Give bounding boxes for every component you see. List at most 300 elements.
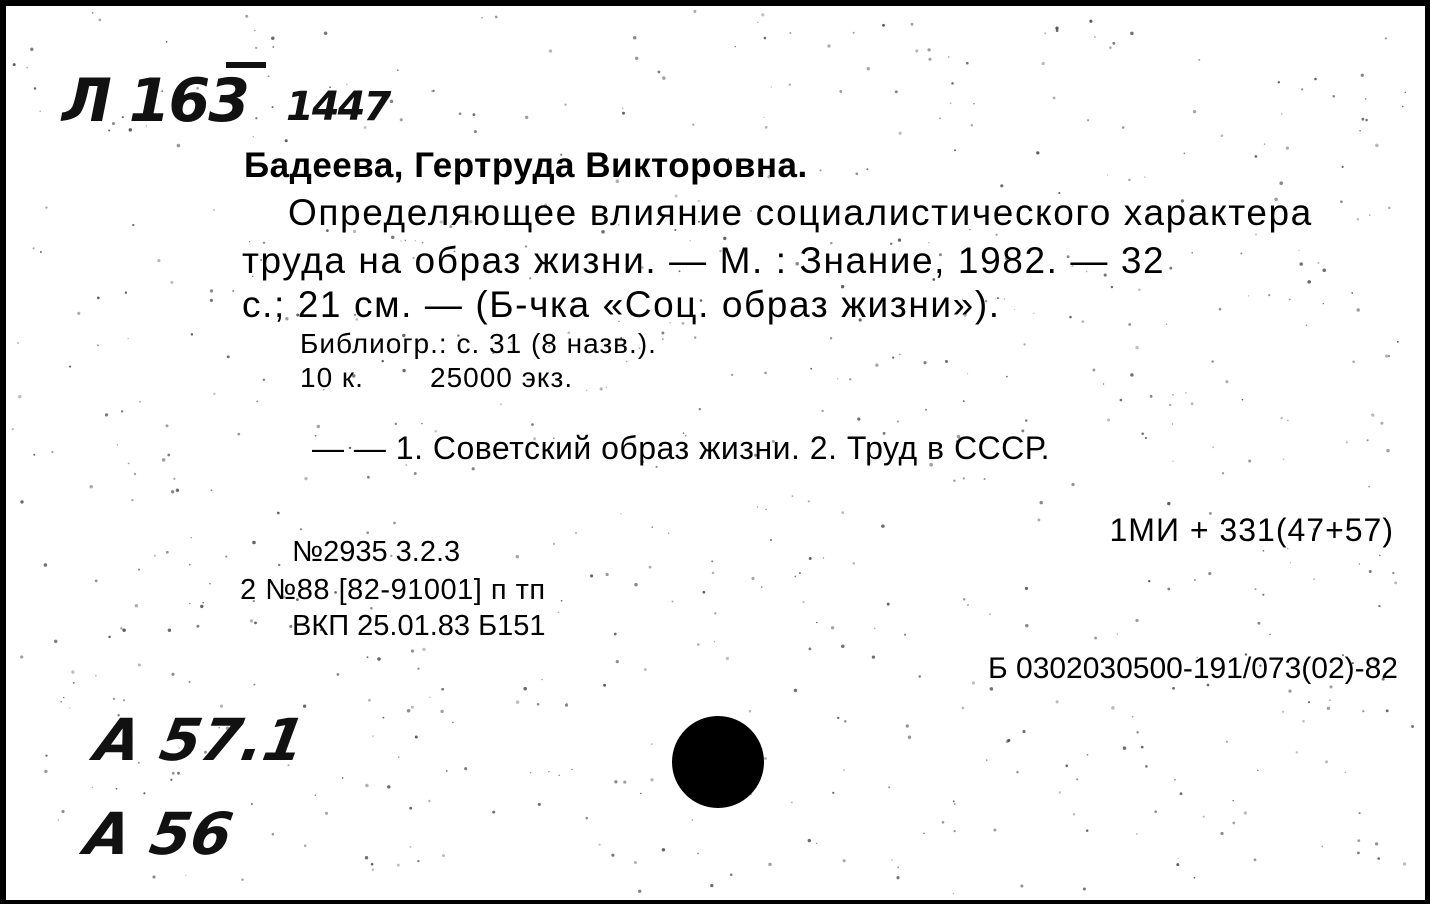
speckle xyxy=(622,112,625,115)
speckle xyxy=(200,605,203,608)
speckle xyxy=(421,423,423,425)
speckle xyxy=(575,532,577,534)
speckle xyxy=(464,767,467,770)
speckle xyxy=(558,612,559,613)
speckle xyxy=(73,682,75,684)
speckle xyxy=(500,403,502,405)
speckle xyxy=(1208,572,1211,575)
speckle xyxy=(830,337,832,339)
speckle xyxy=(191,333,193,335)
speckle xyxy=(120,627,123,630)
speckle xyxy=(525,116,528,119)
subject-headings: — — 1. Советский образ жизни. 2. Труд в СССР. xyxy=(312,430,1050,466)
speckle xyxy=(1212,446,1214,448)
speckle xyxy=(1136,731,1138,733)
speckle xyxy=(20,500,23,503)
speckle xyxy=(1211,360,1213,362)
speckle xyxy=(633,36,637,40)
speckle xyxy=(117,444,118,445)
speckle xyxy=(135,604,138,607)
speckle xyxy=(911,23,914,26)
speckle xyxy=(650,778,653,781)
speckle xyxy=(832,792,834,794)
speckle xyxy=(831,626,834,629)
speckle xyxy=(252,541,256,545)
speckle xyxy=(1317,262,1319,264)
speckle xyxy=(972,681,975,684)
speckle xyxy=(816,622,817,623)
speckle xyxy=(1109,46,1112,49)
speckle xyxy=(116,788,118,790)
speckle xyxy=(177,490,179,492)
speckle xyxy=(481,17,483,19)
speckle xyxy=(1380,422,1383,425)
speckle xyxy=(1083,888,1086,891)
speckle xyxy=(1244,811,1248,815)
speckle xyxy=(139,401,141,403)
title-line-2: труда на образ жизни. — М. : Знание, 1982. — 32 xyxy=(242,240,1166,281)
speckle xyxy=(603,684,606,687)
speckle xyxy=(185,875,186,876)
speckle xyxy=(516,700,520,704)
speckle xyxy=(1166,324,1167,325)
speckle xyxy=(245,15,248,18)
speckle xyxy=(799,572,801,574)
speckle xyxy=(1076,778,1078,780)
speckle xyxy=(1203,816,1205,818)
speckle xyxy=(672,601,674,603)
speckle xyxy=(892,356,894,358)
speckle xyxy=(816,843,817,844)
speckle xyxy=(1254,858,1257,861)
speckle xyxy=(1346,441,1348,443)
speckle xyxy=(398,756,399,757)
speckle xyxy=(1321,846,1323,848)
speckle xyxy=(442,854,445,857)
speckle xyxy=(45,206,47,208)
speckle xyxy=(553,543,555,545)
speckle xyxy=(170,281,173,284)
speckle xyxy=(1278,81,1280,83)
speckle xyxy=(1386,709,1389,712)
speckle xyxy=(44,770,47,773)
speckle xyxy=(1403,862,1406,865)
speckle xyxy=(143,792,145,794)
speckle xyxy=(697,643,700,646)
speckle xyxy=(271,36,274,39)
speckle xyxy=(61,810,64,813)
speckle xyxy=(1357,218,1360,221)
speckle xyxy=(1020,884,1023,887)
speckle xyxy=(97,344,99,346)
speckle xyxy=(761,586,762,587)
speckle xyxy=(896,876,899,879)
speckle xyxy=(1053,97,1056,100)
speckle xyxy=(537,703,540,706)
speckle xyxy=(211,489,213,491)
speckle xyxy=(368,699,371,702)
speckle xyxy=(598,843,600,845)
speckle xyxy=(611,854,614,857)
speckle xyxy=(1397,341,1399,343)
speckle xyxy=(474,130,477,133)
speckle xyxy=(1141,433,1144,436)
speckle xyxy=(1042,62,1045,65)
speckle xyxy=(984,478,986,480)
speckle xyxy=(771,86,772,87)
speckle xyxy=(1172,687,1175,690)
speckle xyxy=(1263,550,1265,552)
speckle xyxy=(170,779,172,781)
speckle xyxy=(342,777,344,779)
call-number-main: Л 163 xyxy=(62,66,248,136)
speckle xyxy=(1257,770,1258,771)
speckle xyxy=(272,46,274,48)
speckle xyxy=(1264,143,1265,144)
speckle xyxy=(1004,298,1006,300)
speckle xyxy=(1087,119,1089,121)
speckle xyxy=(1388,355,1390,357)
speckle xyxy=(1232,821,1235,824)
speckle xyxy=(232,290,234,292)
speckle xyxy=(213,393,215,395)
speckle xyxy=(1025,587,1028,590)
speckle xyxy=(315,795,316,796)
speckle xyxy=(605,573,608,576)
speckle xyxy=(371,863,374,866)
speckle xyxy=(1287,420,1288,421)
speckle xyxy=(967,373,968,374)
speckle xyxy=(128,463,130,465)
speckle xyxy=(1172,461,1173,462)
speckle xyxy=(1007,739,1010,742)
speckle xyxy=(1356,308,1359,311)
speckle xyxy=(1081,320,1084,323)
speckle xyxy=(381,360,383,362)
speckle xyxy=(1365,98,1367,100)
speckle xyxy=(60,701,62,703)
speckle xyxy=(1300,262,1303,265)
speckle xyxy=(492,811,495,814)
speckle xyxy=(844,720,847,723)
speckle xyxy=(372,869,374,871)
speckle xyxy=(789,84,791,86)
speckle xyxy=(640,793,642,795)
speckle xyxy=(1242,399,1244,401)
speckle xyxy=(1055,27,1058,30)
speckle xyxy=(531,423,534,426)
speckle xyxy=(173,478,175,480)
speckle xyxy=(1329,700,1330,701)
speckle xyxy=(950,102,952,104)
speckle xyxy=(1056,29,1059,32)
speckle xyxy=(1332,95,1335,98)
speckle xyxy=(1268,294,1270,296)
speckle xyxy=(971,124,974,127)
speckle xyxy=(516,555,519,558)
speckle xyxy=(1307,280,1311,284)
speckle xyxy=(953,893,954,894)
speckle xyxy=(1402,106,1404,108)
speckle xyxy=(1269,634,1270,635)
speckle xyxy=(213,209,215,211)
speckle xyxy=(1357,839,1360,842)
speckle xyxy=(377,657,381,661)
speckle xyxy=(761,13,764,16)
punch-hole xyxy=(672,716,764,808)
speckle xyxy=(571,769,573,771)
speckle xyxy=(808,500,810,502)
speckle xyxy=(899,353,901,355)
speckle xyxy=(154,555,156,557)
speckle xyxy=(1392,572,1394,574)
speckle xyxy=(254,30,255,31)
speckle xyxy=(963,598,965,600)
speckle xyxy=(1145,437,1147,439)
speckle xyxy=(1141,746,1144,749)
speckle xyxy=(95,579,98,582)
speckle xyxy=(538,803,541,806)
speckle xyxy=(620,513,621,514)
speckle xyxy=(1327,707,1330,710)
speckle xyxy=(1375,842,1378,845)
speckle xyxy=(1128,179,1131,182)
speckle xyxy=(1039,501,1042,504)
speckle xyxy=(623,781,626,784)
speckle xyxy=(1044,32,1046,34)
speckle xyxy=(866,168,868,170)
speckle xyxy=(906,724,909,727)
speckle xyxy=(768,863,771,866)
speckle xyxy=(791,802,793,804)
speckle xyxy=(626,361,627,362)
speckle xyxy=(1340,200,1343,203)
speckle xyxy=(990,687,994,691)
speckle xyxy=(166,41,168,43)
classification-index: 1МИ + 331(47+57) xyxy=(1109,512,1394,548)
speckle xyxy=(39,110,41,112)
speckle xyxy=(400,118,403,121)
speckle xyxy=(1283,458,1285,460)
speckle xyxy=(12,428,14,430)
speckle xyxy=(1194,877,1196,879)
speckle xyxy=(1352,360,1355,363)
speckle xyxy=(808,647,811,650)
speckle xyxy=(1094,637,1097,640)
speckle xyxy=(409,846,411,848)
speckle xyxy=(98,18,101,21)
speckle xyxy=(210,289,213,292)
speckle xyxy=(1014,309,1015,310)
speckle xyxy=(1172,394,1174,396)
speckle xyxy=(166,424,169,427)
speckle xyxy=(1313,578,1314,579)
speckle xyxy=(1194,579,1196,581)
speckle xyxy=(837,717,839,719)
speckle xyxy=(1386,449,1390,453)
speckle xyxy=(325,812,328,815)
speckle xyxy=(1135,619,1138,622)
speckle xyxy=(939,117,941,119)
speckle xyxy=(1169,267,1172,270)
speckle xyxy=(904,633,906,635)
speckle xyxy=(383,717,385,719)
speckle xyxy=(428,800,430,802)
speckle xyxy=(152,875,155,878)
speckle xyxy=(764,757,767,760)
speckle xyxy=(565,704,568,707)
speckle xyxy=(1065,765,1068,768)
book-code: Б 0302030500-191/073(02)-82 xyxy=(987,652,1398,685)
speckle xyxy=(1365,119,1368,122)
speckle xyxy=(857,418,860,421)
speckle xyxy=(414,472,417,475)
speckle xyxy=(1120,399,1123,402)
speckle xyxy=(20,655,23,658)
speckle xyxy=(1377,857,1380,860)
speckle xyxy=(26,67,27,68)
speckle xyxy=(1262,594,1264,596)
speckle xyxy=(1023,343,1025,345)
speckle xyxy=(697,853,699,855)
speckle xyxy=(1357,851,1360,854)
speckle xyxy=(18,395,22,399)
speckle xyxy=(1198,59,1200,61)
speckle xyxy=(962,707,965,710)
speckle xyxy=(1037,518,1040,521)
speckle xyxy=(1193,110,1196,113)
speckle xyxy=(558,774,560,776)
speckle xyxy=(108,636,111,639)
speckle xyxy=(336,673,339,676)
speckle xyxy=(13,63,16,66)
speckle xyxy=(304,477,307,480)
speckle xyxy=(561,600,563,602)
speckle xyxy=(1219,308,1222,311)
speckle xyxy=(393,522,396,525)
speckle xyxy=(411,649,414,652)
speckle xyxy=(898,132,901,135)
speckle xyxy=(634,861,637,864)
speckle xyxy=(948,56,950,58)
speckle xyxy=(459,112,462,115)
speckle xyxy=(1154,810,1157,813)
speckle xyxy=(1006,376,1008,378)
bibliography-note: Библиогр.: с. 31 (8 назв.). xyxy=(300,328,657,359)
speckle xyxy=(606,387,607,388)
speckle xyxy=(942,821,945,824)
speckle xyxy=(422,648,425,651)
speckle xyxy=(58,819,59,820)
speckle xyxy=(365,856,368,859)
speckle xyxy=(881,524,885,528)
speckle xyxy=(1169,404,1171,406)
speckle xyxy=(1167,502,1170,505)
speckle xyxy=(908,736,911,739)
speckle xyxy=(277,512,280,515)
speckle xyxy=(530,772,531,773)
speckle xyxy=(1248,459,1251,462)
speckle xyxy=(409,807,412,810)
speckle xyxy=(1176,863,1179,866)
speckle xyxy=(17,342,19,344)
speckle xyxy=(365,784,369,788)
speckle xyxy=(30,48,33,51)
speckle xyxy=(923,361,926,364)
speckle xyxy=(1388,207,1391,210)
speckle xyxy=(867,67,870,70)
speckle xyxy=(1086,829,1089,832)
speckle xyxy=(69,707,71,709)
title-line-1: Определяющее влияние социалистического характера xyxy=(288,192,1313,233)
speckle xyxy=(1092,368,1095,371)
speckle xyxy=(1136,833,1137,834)
speckle xyxy=(1290,562,1291,563)
speckle xyxy=(692,819,693,820)
speckle xyxy=(272,106,274,108)
speckle xyxy=(662,338,663,339)
speckle xyxy=(662,848,665,851)
call-number-sub: 1447 xyxy=(286,84,390,130)
speckle xyxy=(585,817,588,820)
speckle xyxy=(1094,36,1096,38)
speckle xyxy=(925,409,927,411)
speckle xyxy=(616,660,619,663)
speckle xyxy=(188,681,190,683)
speckle xyxy=(44,563,48,567)
speckle xyxy=(51,451,53,453)
speckle xyxy=(1148,580,1150,582)
speckle xyxy=(726,657,729,660)
speckle xyxy=(1130,32,1134,36)
speckle xyxy=(819,169,821,171)
speckle xyxy=(1132,716,1134,718)
speckle xyxy=(523,687,527,691)
speckle xyxy=(794,576,796,578)
speckle xyxy=(711,560,713,562)
handwritten-mark-1: А 57.1 xyxy=(90,706,311,774)
speckle xyxy=(171,673,174,676)
speckle xyxy=(138,663,141,666)
speckle xyxy=(1281,113,1283,115)
speckle xyxy=(887,603,890,606)
speckle xyxy=(1069,316,1072,319)
speckle xyxy=(823,557,824,558)
speckle xyxy=(1178,858,1179,859)
speckle xyxy=(927,48,930,51)
speckle xyxy=(191,537,192,538)
speckle xyxy=(694,336,696,338)
speckle xyxy=(764,372,767,375)
speckle xyxy=(225,556,227,558)
speckle xyxy=(1232,800,1233,801)
speckle xyxy=(792,495,794,497)
speckle xyxy=(951,82,954,85)
speckle xyxy=(600,387,603,390)
speckle xyxy=(888,786,890,788)
speckle xyxy=(963,477,965,479)
speckle xyxy=(789,32,791,34)
speckle xyxy=(1286,146,1289,149)
speckle xyxy=(210,299,213,302)
speckle xyxy=(1351,292,1353,294)
speckle xyxy=(45,755,47,757)
speckle xyxy=(712,572,715,575)
speckle xyxy=(472,467,475,470)
speckle xyxy=(1289,299,1291,301)
speckle xyxy=(1138,288,1141,291)
speckle xyxy=(1225,380,1228,383)
